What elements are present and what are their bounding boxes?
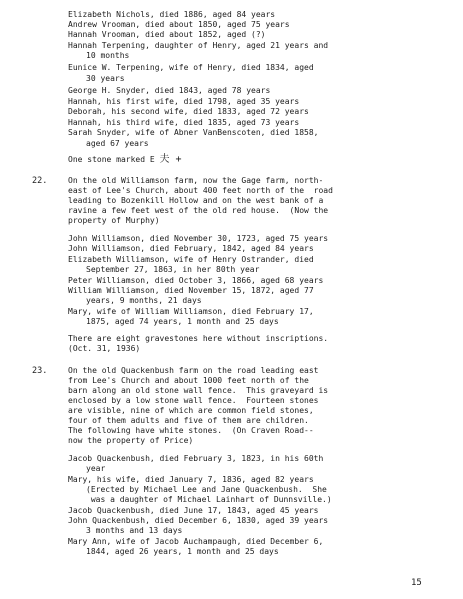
section-closing-line: There are eight gravestones here without inscriptions.	[68, 334, 329, 343]
entry-line: William Williamson, died November 15, 1872, aged 77	[68, 286, 314, 295]
entry-line: Jacob Quackenbush, died February 3, 1823, in his 60th	[68, 454, 324, 463]
section-intro-line: property of Murphy)	[68, 216, 160, 225]
entry-line: Eunice W. Terpening, wife of Henry, died 1834, aged	[68, 63, 314, 72]
entry-line: George H. Snyder, died 1843, aged 78 years	[68, 86, 271, 95]
entry-continuation: (Erected by Michael Lee and Jane Quackenbush. She	[86, 485, 327, 494]
entry-line: Deborah, his second wife, died 1833, aged 72 years	[68, 107, 309, 116]
section-closing-line: (Oct. 31, 1936)	[68, 344, 141, 353]
entry-line: Mary, his wife, died January 7, 1836, aged 82 years	[68, 475, 314, 484]
entry-line: Elizabeth Nichols, died 1886, aged 84 years	[68, 10, 276, 19]
entry-line: Hannah Vrooman, died about 1852, aged (?)	[68, 30, 266, 39]
section-intro-line: four of them adults and five of them are children.	[68, 416, 309, 425]
entry-line: John Quackenbush, died December 6, 1830, aged 39 years	[68, 516, 329, 525]
section-number: 23.	[32, 366, 48, 376]
entry-continuation: 1875, aged 74 years, 1 month and 25 days	[86, 317, 279, 326]
section-intro-line: east of Lee's Church, about 400 feet north of the road	[68, 186, 333, 195]
section-intro-line: now the property of Price)	[68, 436, 194, 445]
section-intro-line: ravine a few feet west of the old red house. (Now the	[68, 206, 329, 215]
section-intro-line: The following have white stones. (On Craven Road--	[68, 426, 314, 435]
entry-continuation: 30 years	[86, 74, 125, 83]
section-intro-line: enclosed by a low stone wall fence. Fourteen stones	[68, 396, 319, 405]
entry-continuation: 10 months	[86, 51, 130, 60]
section-intro-line: barn along an old stone wall fence. This graveyard is	[68, 386, 329, 395]
page-number: 15	[411, 578, 422, 588]
entry-continuation: year	[86, 464, 106, 473]
entry-line: Andrew Vrooman, died about 1850, aged 75 years	[68, 20, 290, 29]
stone-note	[68, 155, 182, 165]
entry-line: Hannah Terpening, daughter of Henry, aged 21 years and	[68, 41, 329, 50]
section-intro-line: are visible, nine of which are common field stones,	[68, 406, 314, 415]
entry-continuation: September 27, 1863, in her 80th year	[86, 265, 260, 274]
entry-continuation: years, 9 months, 21 days	[86, 296, 202, 305]
entry-continuation: 1844, aged 26 years, 1 month and 25 days	[86, 547, 279, 556]
entry-line: Sarah Snyder, wife of Abner VanBenscoten, died 1858,	[68, 128, 319, 137]
entry-line: John Williamson, died February, 1842, aged 84 years	[68, 244, 314, 253]
section-intro-line: from Lee's Church and about 1000 feet north of the	[68, 376, 309, 385]
section-intro-line: On the old Williamson farm, now the Gage farm, north-	[68, 176, 324, 185]
entry-line: John Williamson, died November 30, 1723, aged 75 years	[68, 234, 329, 243]
entry-line: Peter Williamson, died October 3, 1866, aged 68 years	[68, 276, 324, 285]
section-intro-line: On the old Quackenbush farm on the road leading east	[68, 366, 319, 375]
entry-line: Mary, wife of William Williamson, died February 17,	[68, 307, 314, 316]
section-intro-line: leading to Bozenkill Hollow and on the west bank of a	[68, 196, 324, 205]
entry-line: Hannah, his first wife, died 1798, aged 35 years	[68, 97, 300, 106]
entry-line: Hannah, his third wife, died 1835, aged 73 years	[68, 118, 300, 127]
entry-line: Mary Ann, wife of Jacob Auchampaugh, died December 6,	[68, 537, 324, 546]
entry-continuation: was a daughter of Michael Lainhart of Dunnsville.)	[86, 495, 332, 504]
entry-line: Elizabeth Williamson, wife of Henry Ostrander, died	[68, 255, 314, 264]
section-number: 22.	[32, 176, 48, 186]
entry-continuation: 3 months and 13 days	[86, 526, 183, 535]
stone-mark-glyphs: 夫 +	[159, 154, 182, 165]
stone-note-text: One stone marked E	[68, 155, 155, 164]
entry-continuation: aged 67 years	[86, 139, 149, 148]
entry-line: Jacob Quackenbush, died June 17, 1843, aged 45 years	[68, 506, 319, 515]
